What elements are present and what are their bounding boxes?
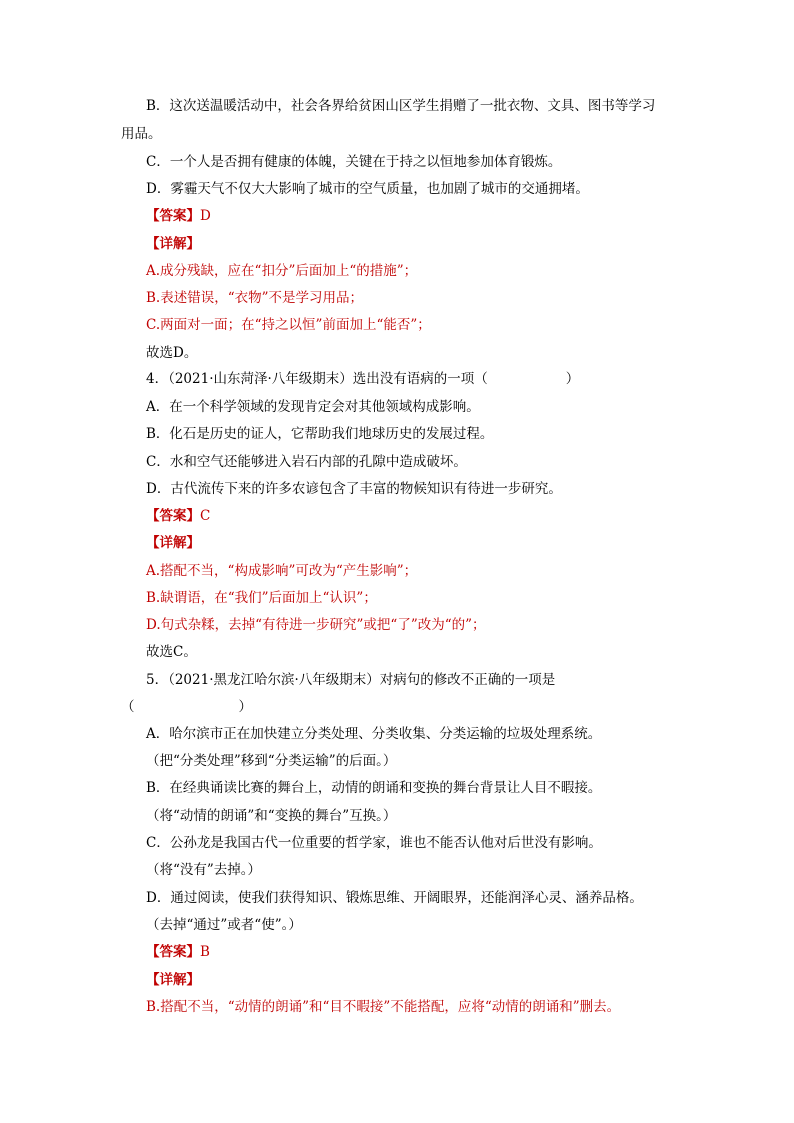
q5-option-b: B．在经典诵读比赛的舞台上，动情的朗诵和变换的舞台背景让人目不暇接。 [146,780,602,796]
q3-option-b-line2: 用品。 [121,126,162,142]
answer-label: 【答案】 [146,944,200,960]
answer-value: D [200,208,211,224]
answer-label: 【答案】 [146,208,200,224]
q5-open-paren: （ [121,699,135,715]
q4-explain-label: 【详解】 [146,535,200,551]
q4-conclusion: 故选C。 [146,644,197,660]
q5-option-a: A．哈尔滨市正在加快建立分类处理、分类收集、分类运输的垃圾处理系统。 [146,726,602,742]
q3-option-c: C．一个人是否拥有健康的体魄，关键在于持之以恒地参加体育锻炼。 [146,154,562,170]
q5-answer [146,943,210,961]
answer-value: C [200,508,211,524]
q3-option-b-line1: B．这次送温暖活动中，社会各界给贫困山区学生捐赠了一批衣物、文具、图书等学习 [146,98,656,114]
q4-stem-text: 4．（2021·山东菏泽·八年级期末）选出没有语病的一项（ [146,371,488,387]
q5-explain-label: 【详解】 [146,972,200,988]
q5-option-c-fix: （将“没有”去掉。） [146,862,262,878]
q3-explain-c: C.两面对一面；在“持之以恒”前面加上“能否”； [146,317,431,333]
q4-option-c: C．水和空气还能够进入岩石内部的孔隙中造成破坏。 [146,454,467,470]
q4-explain-a: A.搭配不当，“构成影响”可改为“产生影响”； [146,563,418,579]
q4-answer [146,507,210,525]
q4-stem [146,370,579,388]
q3-explain-b: B.表述错误，“衣物”不是学习用品； [146,290,364,306]
q5-option-d-fix: （去掉“通过”或者“使”。） [146,917,302,933]
q5-option-a-fix: （把“分类处理”移到“分类运输”的后面。） [146,753,397,769]
q5-option-c: C．公孙龙是我国古代一位重要的哲学家，谁也不能否认他对后世没有影响。 [146,835,602,851]
q5-stem: 5．（2021·黑龙江哈尔滨·八年级期末）对病句的修改不正确的一项是 [146,672,556,688]
q3-option-d: D．雾霾天气不仅大大影响了城市的空气质量，也加剧了城市的交通拥堵。 [146,181,589,197]
q3-answer [146,207,211,225]
q3-explain-a: A.成分残缺，应在“扣分”后面加上“的措施”； [146,263,418,279]
answer-label: 【答案】 [146,508,200,524]
q4-option-b: B．化石是历史的证人，它帮助我们地球历史的发展过程。 [146,426,494,442]
q4-explain-b: B.缺谓语，在“我们”后面加上“认识”； [146,590,377,606]
q4-option-a: A．在一个科学领域的发现肯定会对其他领域构成影响。 [146,399,480,415]
q5-explain-b: B.搭配不当，“动情的朗诵”和“目不暇接”不能搭配，应将“动情的朗诵和”删去。 [146,999,621,1015]
q5-option-d: D．通过阅读，使我们获得知识、锻炼思维、开阔眼界，还能润泽心灵、涵养品格。 [146,890,643,906]
q3-explain-label: 【详解】 [146,236,200,252]
q5-close-paren: ） [238,699,252,715]
q4-option-d: D．古代流传下来的许多农谚包含了丰富的物候知识有待进一步研究。 [146,481,562,497]
q3-conclusion: 故选D。 [146,345,198,361]
q5-option-b-fix: （将“动情的朗诵”和“变换的舞台”互换。） [146,808,397,824]
answer-value: B [200,944,210,960]
q5-paren [121,698,252,716]
q4-close-paren: ） [565,371,580,387]
q4-explain-d: D.句式杂糅，去掉“有待进一步研究”或把“了”改为“的”； [146,617,486,633]
